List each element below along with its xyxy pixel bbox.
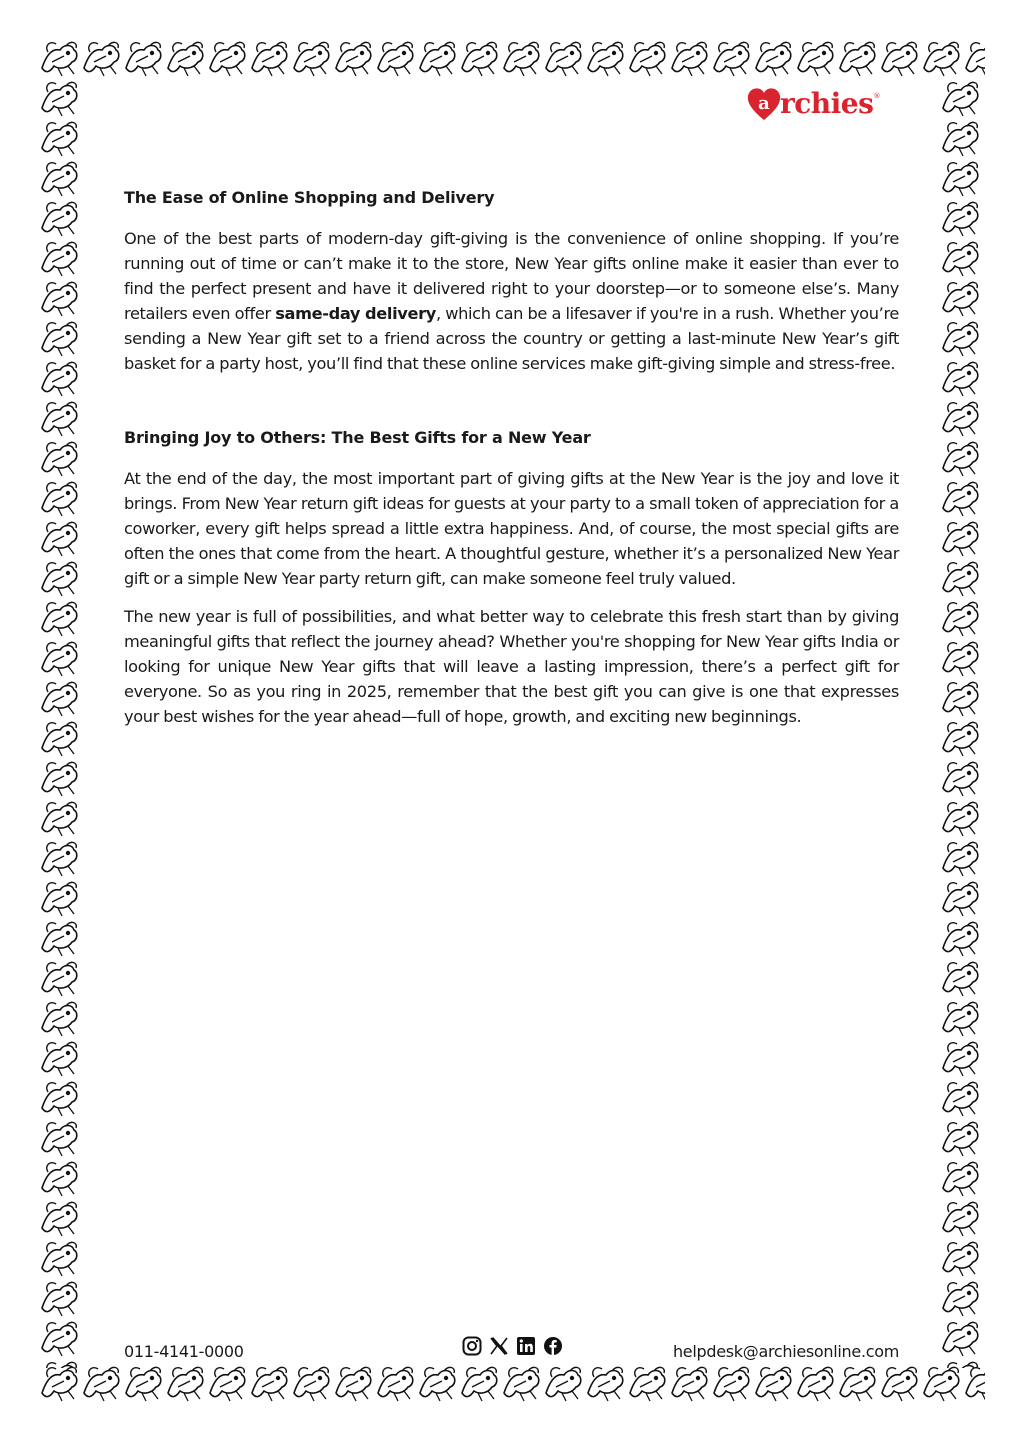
- decorative-border-top: [38, 38, 985, 82]
- archies-logo[interactable]: [746, 84, 896, 124]
- social-links: [462, 1336, 563, 1356]
- logo-wordmark: rchies: [780, 87, 874, 120]
- article-body: [124, 188, 899, 742]
- paragraph: The new year is full of possibilities, and what better way to celebrate this fresh start than by giving meaningful gifts that reflect the journey ahead? Whether you're shopping for New Year gifts India or looking for unique New Year gifts that will leave a lasting impression, there’s a perfect gift for everyone. So as you ring in 2025, remember that the best gift you can give is one that expresses your best wishes for the year ahead—full of hope, growth, and exciting new beginnings.: [124, 607, 899, 726]
- section-bringing-joy: [124, 428, 899, 729]
- registered-mark: ®: [873, 92, 881, 100]
- paragraph: [124, 226, 899, 376]
- decorative-border-left: [38, 78, 84, 1368]
- linkedin-icon[interactable]: [516, 1336, 536, 1356]
- paragraph-text: One of the best parts of modern-day gift-giving is the convenience of online shopping. If you’re running out of time or can’t make it to the store, New Year gifts online make it easier than ever to find the perfect present and have it delivered right to your doorstep—or to someone else’s. Many retailers even offer: [124, 229, 899, 323]
- instagram-icon[interactable]: [462, 1336, 482, 1356]
- decorative-border-right: [939, 78, 985, 1368]
- section-heading: The Ease of Online Shopping and Delivery: [124, 188, 495, 207]
- paragraph-text: , which can be a lifesaver if you're in a rush. Whether you’re sending a New Year gift set to a friend across the country or getting a last-minute New Year’s gift basket for a party host, you’ll find that these online services make gift-giving simple and stress-free.: [124, 304, 900, 373]
- facebook-icon[interactable]: [543, 1336, 563, 1356]
- heart-logo-icon: [746, 86, 782, 122]
- bold-phrase: same-day delivery: [275, 304, 436, 323]
- paragraph: At the end of the day, the most important part of giving gifts at the New Year is the joy and love it brings. From New Year return gift ideas for guests at your party to a small token of appreciation for a coworker, every gift helps spread a little extra happiness. And, of course, the most special gifts are often the ones that come from the heart. A thoughtful gesture, whether it’s a personalized New Year gift or a simple New Year party return gift, can make someone feel truly valued.: [124, 469, 899, 588]
- decorative-border-bottom: [38, 1363, 985, 1407]
- svg-text:a: a: [758, 93, 770, 114]
- section-heading: Bringing Joy to Others: The Best Gifts for a New Year: [124, 428, 591, 447]
- x-icon[interactable]: [489, 1336, 509, 1356]
- footer: [124, 1336, 899, 1366]
- phone-number[interactable]: 011-4141-0000: [124, 1342, 244, 1361]
- section-online-shopping: [124, 188, 899, 376]
- helpdesk-email[interactable]: helpdesk@archiesonline.com: [672, 1342, 899, 1361]
